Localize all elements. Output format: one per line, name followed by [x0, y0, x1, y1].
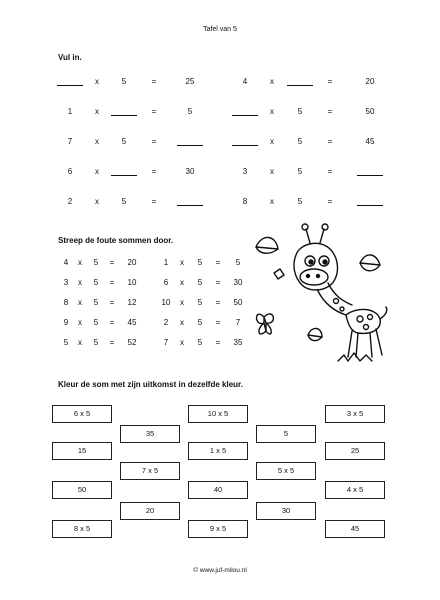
match-box[interactable]: 8 x 5 — [52, 520, 112, 538]
equals-sign: = — [151, 167, 157, 176]
match-box[interactable]: 15 — [52, 442, 112, 460]
section-heading-cross-out: Streep de foute sommen door. — [58, 236, 174, 245]
number-cell: 20 — [127, 258, 137, 267]
number-cell: 3 — [63, 278, 69, 287]
number-cell: 25 — [185, 77, 195, 86]
times-sign: x — [95, 77, 99, 86]
equals-sign: = — [215, 298, 221, 307]
match-box[interactable]: 20 — [120, 502, 180, 520]
match-box[interactable]: 25 — [325, 442, 385, 460]
equals-sign: = — [151, 197, 157, 206]
number-cell: 5 — [121, 197, 127, 206]
number-cell: 10 — [127, 278, 137, 287]
number-cell: 5 — [197, 298, 203, 307]
equals-sign: = — [151, 137, 157, 146]
answer-blank[interactable] — [350, 197, 390, 206]
number-cell: 5 — [235, 258, 241, 267]
answer-blank[interactable] — [350, 167, 390, 176]
footer-copyright: © www.juf-milou.nl — [193, 567, 247, 574]
number-cell: 12 — [127, 298, 137, 307]
times-sign: x — [180, 298, 184, 307]
number-cell: 20 — [365, 77, 375, 86]
times-sign: x — [270, 107, 274, 116]
match-box[interactable]: 10 x 5 — [188, 405, 248, 423]
number-cell: 2 — [67, 197, 73, 206]
number-cell: 7 — [163, 338, 169, 347]
number-cell: 8 — [63, 298, 69, 307]
number-cell: 35 — [233, 338, 243, 347]
giraffe-illustration — [248, 215, 390, 365]
number-cell: 4 — [63, 258, 69, 267]
times-sign: x — [270, 77, 274, 86]
number-cell: 7 — [235, 318, 241, 327]
number-cell: 45 — [127, 318, 137, 327]
answer-blank[interactable] — [170, 137, 210, 146]
number-cell: 5 — [297, 197, 303, 206]
number-cell: 5 — [187, 107, 193, 116]
page-title: Tafel van 5 — [203, 26, 237, 33]
match-box[interactable]: 40 — [188, 481, 248, 499]
equals-sign: = — [215, 258, 221, 267]
match-box[interactable]: 35 — [120, 425, 180, 443]
number-cell: 30 — [185, 167, 195, 176]
equals-sign: = — [327, 77, 333, 86]
equals-sign: = — [215, 318, 221, 327]
section-heading-fill-in: Vul in. — [58, 53, 82, 62]
butterfly-icon — [257, 314, 265, 323]
match-box[interactable]: 50 — [52, 481, 112, 499]
number-cell: 5 — [197, 338, 203, 347]
match-box[interactable]: 1 x 5 — [188, 442, 248, 460]
number-cell: 5 — [93, 338, 99, 347]
answer-blank[interactable] — [170, 197, 210, 206]
number-cell: 5 — [197, 318, 203, 327]
number-cell: 5 — [93, 318, 99, 327]
times-sign: x — [95, 137, 99, 146]
match-box[interactable]: 3 x 5 — [325, 405, 385, 423]
number-cell: 1 — [163, 258, 169, 267]
times-sign: x — [95, 197, 99, 206]
section-heading-color-match: Kleur de som met zijn uitkomst in dezelfde kleur. — [58, 380, 243, 389]
equals-sign: = — [109, 338, 115, 347]
equals-sign: = — [109, 298, 115, 307]
number-cell: 50 — [365, 107, 375, 116]
equals-sign: = — [215, 278, 221, 287]
equals-sign: = — [151, 107, 157, 116]
equals-sign: = — [327, 107, 333, 116]
match-box[interactable]: 5 — [256, 425, 316, 443]
number-cell: 6 — [163, 278, 169, 287]
times-sign: x — [78, 338, 82, 347]
match-box[interactable]: 6 x 5 — [52, 405, 112, 423]
number-cell: 5 — [297, 137, 303, 146]
number-cell: 5 — [197, 258, 203, 267]
match-box[interactable]: 9 x 5 — [188, 520, 248, 538]
leaf-icon — [256, 237, 278, 253]
number-cell: 6 — [67, 167, 73, 176]
equals-sign: = — [327, 197, 333, 206]
match-box[interactable]: 5 x 5 — [256, 462, 316, 480]
match-box[interactable]: 30 — [256, 502, 316, 520]
times-sign: x — [78, 258, 82, 267]
number-cell: 5 — [197, 278, 203, 287]
match-box[interactable]: 4 x 5 — [325, 481, 385, 499]
match-box[interactable]: 7 x 5 — [120, 462, 180, 480]
number-cell: 1 — [67, 107, 73, 116]
number-cell: 9 — [63, 318, 69, 327]
number-cell: 5 — [63, 338, 69, 347]
times-sign: x — [270, 197, 274, 206]
equals-sign: = — [151, 77, 157, 86]
times-sign: x — [95, 167, 99, 176]
match-box[interactable]: 45 — [325, 520, 385, 538]
number-cell: 5 — [93, 258, 99, 267]
times-sign: x — [180, 338, 184, 347]
number-cell: 7 — [67, 137, 73, 146]
equals-sign: = — [109, 278, 115, 287]
equals-sign: = — [109, 318, 115, 327]
number-cell: 4 — [242, 77, 248, 86]
times-sign: x — [270, 167, 274, 176]
number-cell: 5 — [93, 278, 99, 287]
equals-sign: = — [327, 167, 333, 176]
times-sign: x — [270, 137, 274, 146]
number-cell: 5 — [297, 107, 303, 116]
equals-sign: = — [215, 338, 221, 347]
number-cell: 45 — [365, 137, 375, 146]
number-cell: 5 — [121, 77, 127, 86]
number-cell: 5 — [297, 167, 303, 176]
times-sign: x — [78, 298, 82, 307]
number-cell: 2 — [163, 318, 169, 327]
leaf-icon — [274, 269, 284, 279]
number-cell: 8 — [242, 197, 248, 206]
leaf-icon — [308, 328, 322, 340]
times-sign: x — [78, 278, 82, 287]
times-sign: x — [95, 107, 99, 116]
number-cell: 10 — [161, 298, 171, 307]
number-cell: 5 — [93, 298, 99, 307]
number-cell: 3 — [242, 167, 248, 176]
equals-sign: = — [109, 258, 115, 267]
times-sign: x — [180, 278, 184, 287]
number-cell: 50 — [233, 298, 243, 307]
number-cell: 52 — [127, 338, 137, 347]
times-sign: x — [180, 258, 184, 267]
number-cell: 5 — [121, 137, 127, 146]
times-sign: x — [180, 318, 184, 327]
times-sign: x — [78, 318, 82, 327]
number-cell: 30 — [233, 278, 243, 287]
equals-sign: = — [327, 137, 333, 146]
